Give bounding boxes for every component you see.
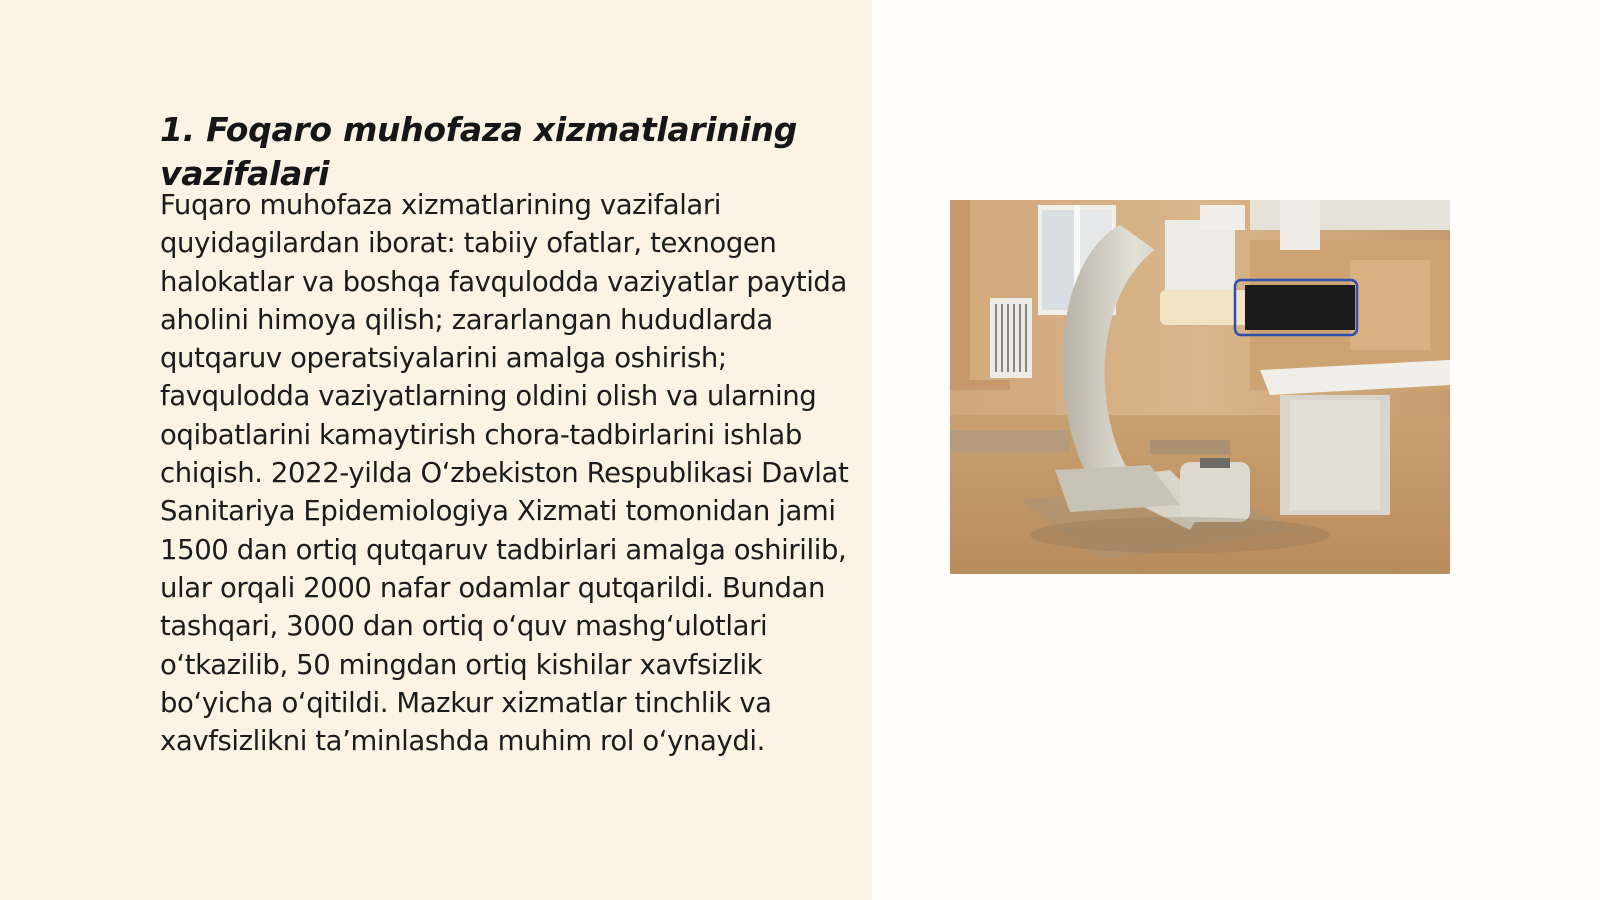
slide-title: 1. Foqaro muhofaza xizmatlarining vazifalari (160, 110, 798, 193)
slide-body-text: Fuqaro muhofaza xizmatlarining vazifalari quyidagilardan iborat: tabiiy ofatlar, texnogen halokatlar va boshqa favqulodda vaziyatlar paytida aholini himoya qilish; zararlangan hududlarda qutqaruv operatsiyalarini amalga oshirish; favqulodda vaziyatlarning oldini olish va ularning oqibatlarini kamaytirish chora-tadbirlarini ishlab chiqish. 2022-yilda O‘zbekiston Respublikasi Davlat Sanitariya Epidemiologiya Xizmati tomonidan jami 1500 dan ortiq qutqaruv tadbirlari amalga oshirilib, ular orqali 2000 nafar odamlar qutqarildi. Bundan tashqari, 3000 dan ortiq o‘quv mashg‘ulotlari o‘tkazilib, 50 mingdan ortiq kishilar xavfsizlik bo‘yicha o‘qitildi. Mazkur xizmatlar tinchlik va xavfsizlikni ta’minlashda muhim rol o‘ynaydi. (160, 189, 849, 758)
medical-c-arm-photo (950, 200, 1450, 574)
c-arm-xray-machine-illustration (950, 200, 1450, 574)
